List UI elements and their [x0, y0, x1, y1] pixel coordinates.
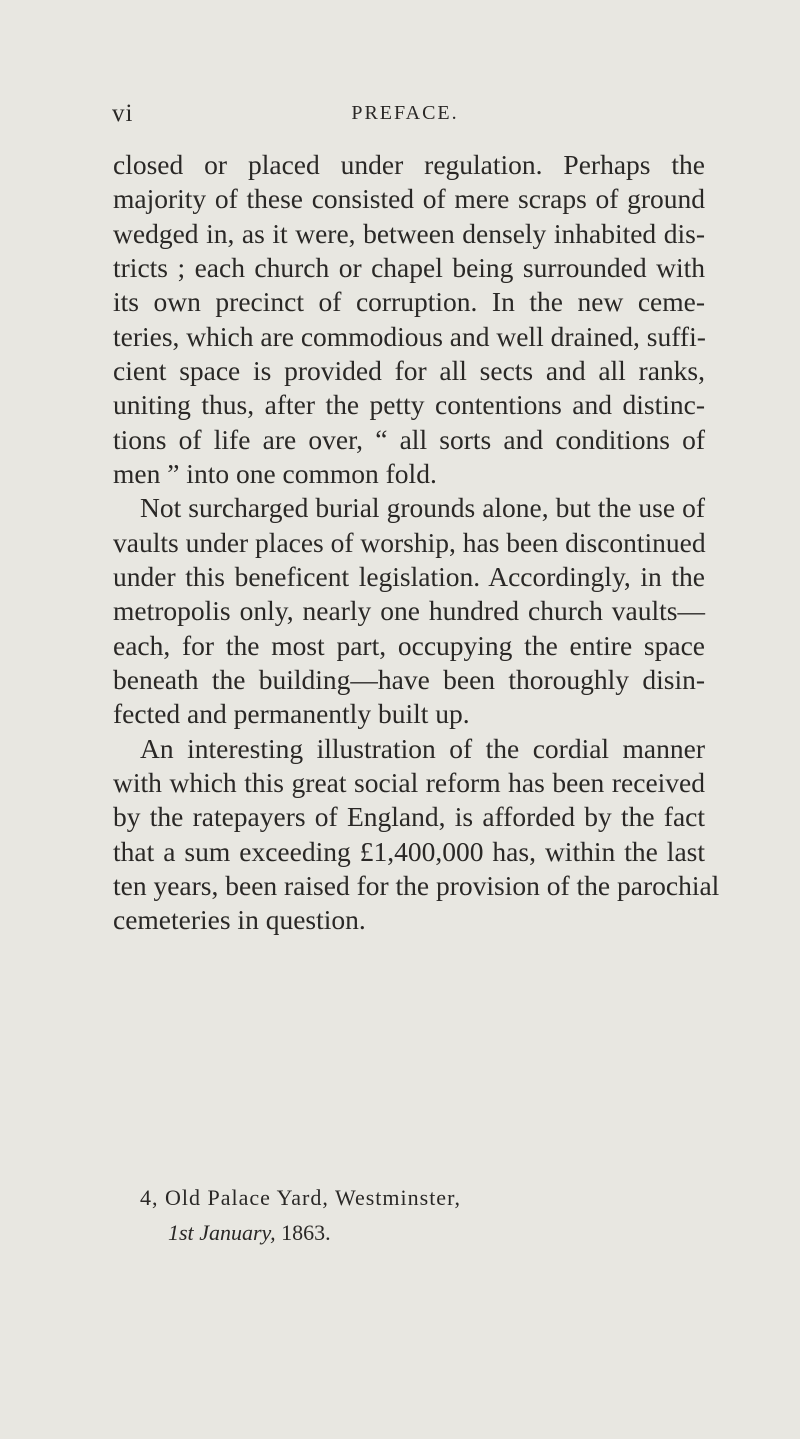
text-line: under this beneficent legislation. Accordingly, in the: [113, 561, 705, 592]
text-line: wedged in, as it were, between densely inhabited dis-: [113, 218, 705, 249]
text-line: that a sum exceeding £1,400,000 has, within the last: [113, 836, 705, 867]
signature-date-year: 1863.: [281, 1220, 331, 1245]
text-line: closed or placed under regulation. Perhaps the: [113, 149, 705, 180]
running-head: PREFACE.: [351, 102, 459, 124]
text-line: men ” into one common fold.: [113, 458, 437, 489]
text-line: its own precinct of corruption. In the new ceme-: [113, 286, 705, 317]
text-line: beneath the building—have been thoroughly disin-: [113, 664, 705, 695]
text-line: cemeteries in question.: [113, 904, 366, 935]
text-line: metropolis only, nearly one hundred church vaults—: [113, 595, 705, 626]
text-line: tricts ; each church or chapel being surrounded with: [113, 252, 705, 283]
text-line: ten years, been raised for the provision of the parochial: [113, 870, 720, 901]
text-line: cient space is provided for all sects and all ranks,: [113, 355, 705, 386]
signature-address: 4, Old Palace Yard, Westminster,: [140, 1185, 462, 1210]
signature-date: [168, 1218, 331, 1248]
page-header: [0, 100, 800, 140]
text-line: by the ratepayers of England, is afforded by the fact: [113, 801, 705, 832]
signature-date-day: 1st: [168, 1220, 194, 1245]
text-line: uniting thus, after the petty contentions and distinc-: [113, 389, 705, 420]
text-line: tions of life are over, “ all sorts and conditions of: [113, 424, 705, 455]
page-number: vi: [112, 100, 134, 127]
text-line: majority of these consisted of mere scraps of ground: [113, 183, 705, 214]
text-line: fected and permanently built up.: [113, 698, 470, 729]
text-line: with which this great social reform has been received: [113, 767, 705, 798]
text-line: each, for the most part, occupying the entire space: [113, 630, 705, 661]
text-line: An interesting illustration of the cordial manner: [140, 733, 705, 764]
text-line: Not surcharged burial grounds alone, but the use of: [140, 492, 705, 523]
signature-date-month: January,: [199, 1220, 276, 1245]
text-line: vaults under places of worship, has been discontinued: [113, 527, 706, 558]
text-line: teries, which are commodious and well drained, suffi-: [113, 321, 706, 352]
